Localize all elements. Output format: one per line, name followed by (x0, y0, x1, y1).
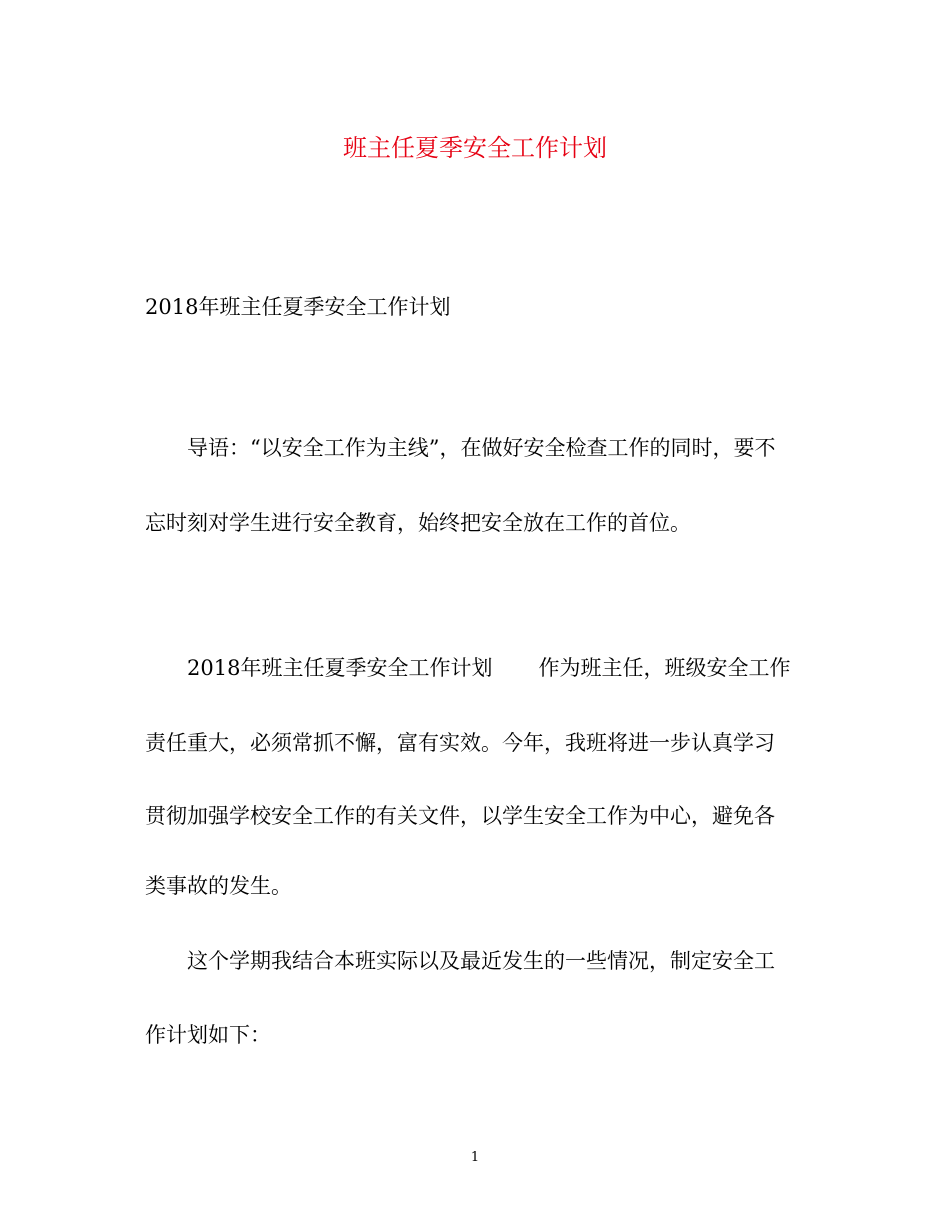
paragraph-1-line-4: 类事故的发生。 (145, 874, 292, 898)
paragraph-1-line-1 (187, 652, 790, 684)
intro-line-2: 忘时刻对学生进行安全教育，始终把安全放在工作的首位。 (145, 511, 691, 535)
paragraph-1-line-2: 责任重大，必须常抓不懈，富有实效。今年，我班将进一步认真学习 (145, 731, 775, 755)
page-number: 1 (470, 1150, 480, 1165)
document-title: 班主任夏季安全工作计划 (343, 134, 607, 162)
paragraph-2-line-2: 作计划如下： (145, 1023, 271, 1047)
paragraph-1-line-3: 贯彻加强学校安全工作的有关文件，以学生安全工作为中心，避免各 (145, 804, 775, 828)
paragraph-1-line-1-rest: 作为班主任，班级安全工作 (538, 656, 791, 680)
document-subtitle: 2018年班主任夏季安全工作计划 (145, 295, 451, 319)
paragraph-2-line-1: 这个学期我结合本班实际以及最近发生的一些情况，制定安全工 (187, 949, 775, 973)
paragraph-1-lead: 2018年班主任夏季安全工作计划 (187, 656, 493, 680)
intro-line-1: 导语：“以安全工作为主线”，在做好安全检查工作的同时，要不 (187, 436, 776, 460)
